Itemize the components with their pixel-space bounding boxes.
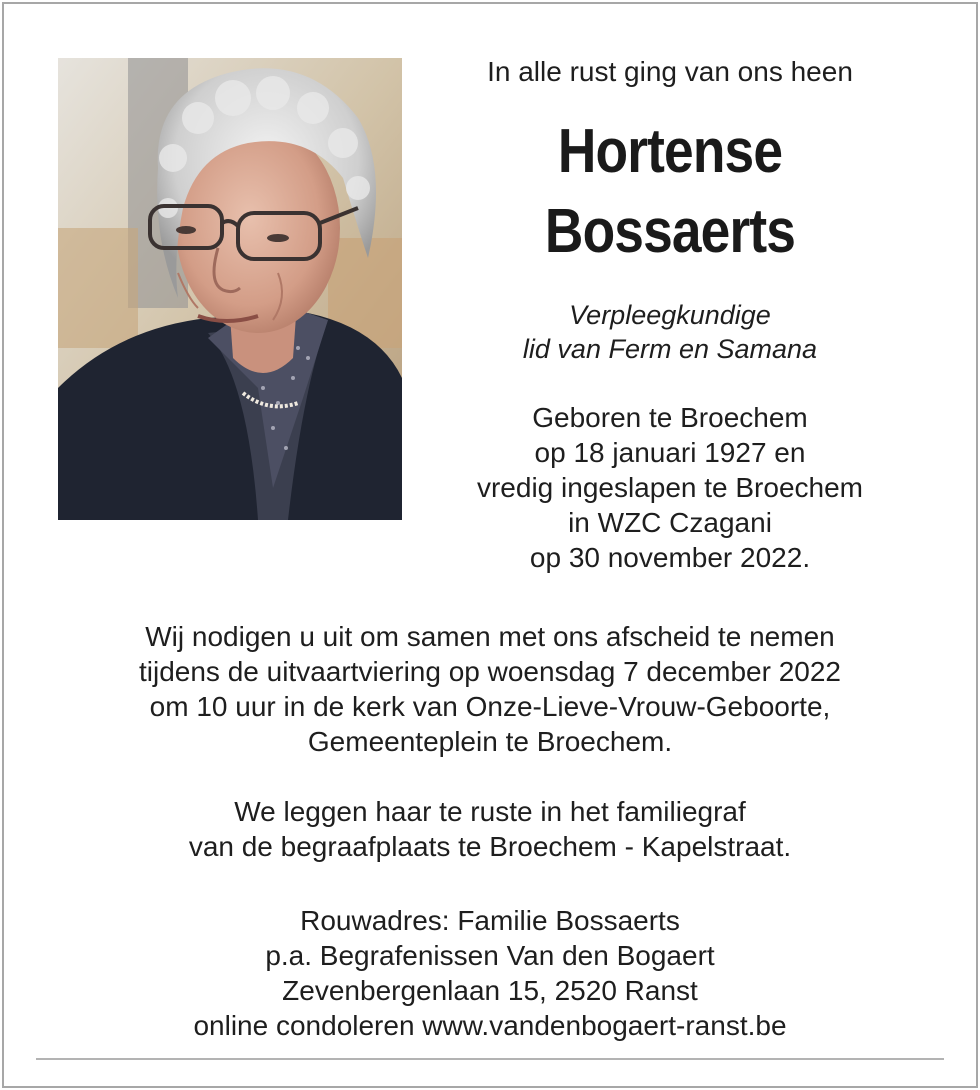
portrait-photo: [58, 58, 402, 520]
occupation: [430, 298, 910, 366]
funeral-invitation: [40, 619, 940, 759]
invitation-line: om 10 uur in de kerk van Onze-Lieve-Vrouw-Geboorte,: [149, 691, 831, 722]
birth-death-line: op 30 november 2022.: [529, 542, 811, 573]
birth-death-line: vredig ingeslapen te Broechem: [476, 472, 863, 503]
contact-line: p.a. Begrafenissen Van den Bogaert: [265, 940, 715, 971]
first-name: Hortense: [557, 117, 783, 186]
birth-death-line: op 18 januari 1927 en: [534, 437, 806, 468]
deceased-name: [464, 112, 877, 272]
invitation-line: Gemeenteplein te Broechem.: [307, 726, 673, 757]
condolence-link-line: online condoleren www.vandenbogaert-ranst.be: [193, 1010, 787, 1041]
birth-death-line: in WZC Czagani: [568, 507, 772, 538]
birth-death-info: [430, 400, 910, 575]
intro-text: In alle rust ging van ons heen: [487, 56, 853, 87]
bottom-divider: [36, 1058, 944, 1060]
birth-death-line: Geboren te Broechem: [532, 402, 808, 433]
contact-info: [40, 903, 940, 1043]
burial-line: We leggen haar te ruste in het familiegraf: [234, 796, 746, 827]
invitation-line: tijdens de uitvaartviering op woensdag 7 december 2022: [138, 656, 841, 687]
burial-info: [40, 794, 940, 864]
last-name: Bossaerts: [544, 197, 796, 266]
contact-line: Zevenbergenlaan 15, 2520 Ranst: [282, 975, 698, 1006]
occupation-line: lid van Ferm en Samana: [522, 334, 818, 364]
invitation-line: Wij nodigen u uit om samen met ons afscheid te nemen: [145, 621, 835, 652]
burial-line: van de begraafplaats te Broechem - Kapelstraat.: [188, 831, 792, 862]
contact-line: Rouwadres: Familie Bossaerts: [300, 905, 680, 936]
occupation-line: Verpleegkundige: [569, 300, 771, 330]
header-block: [430, 52, 910, 575]
